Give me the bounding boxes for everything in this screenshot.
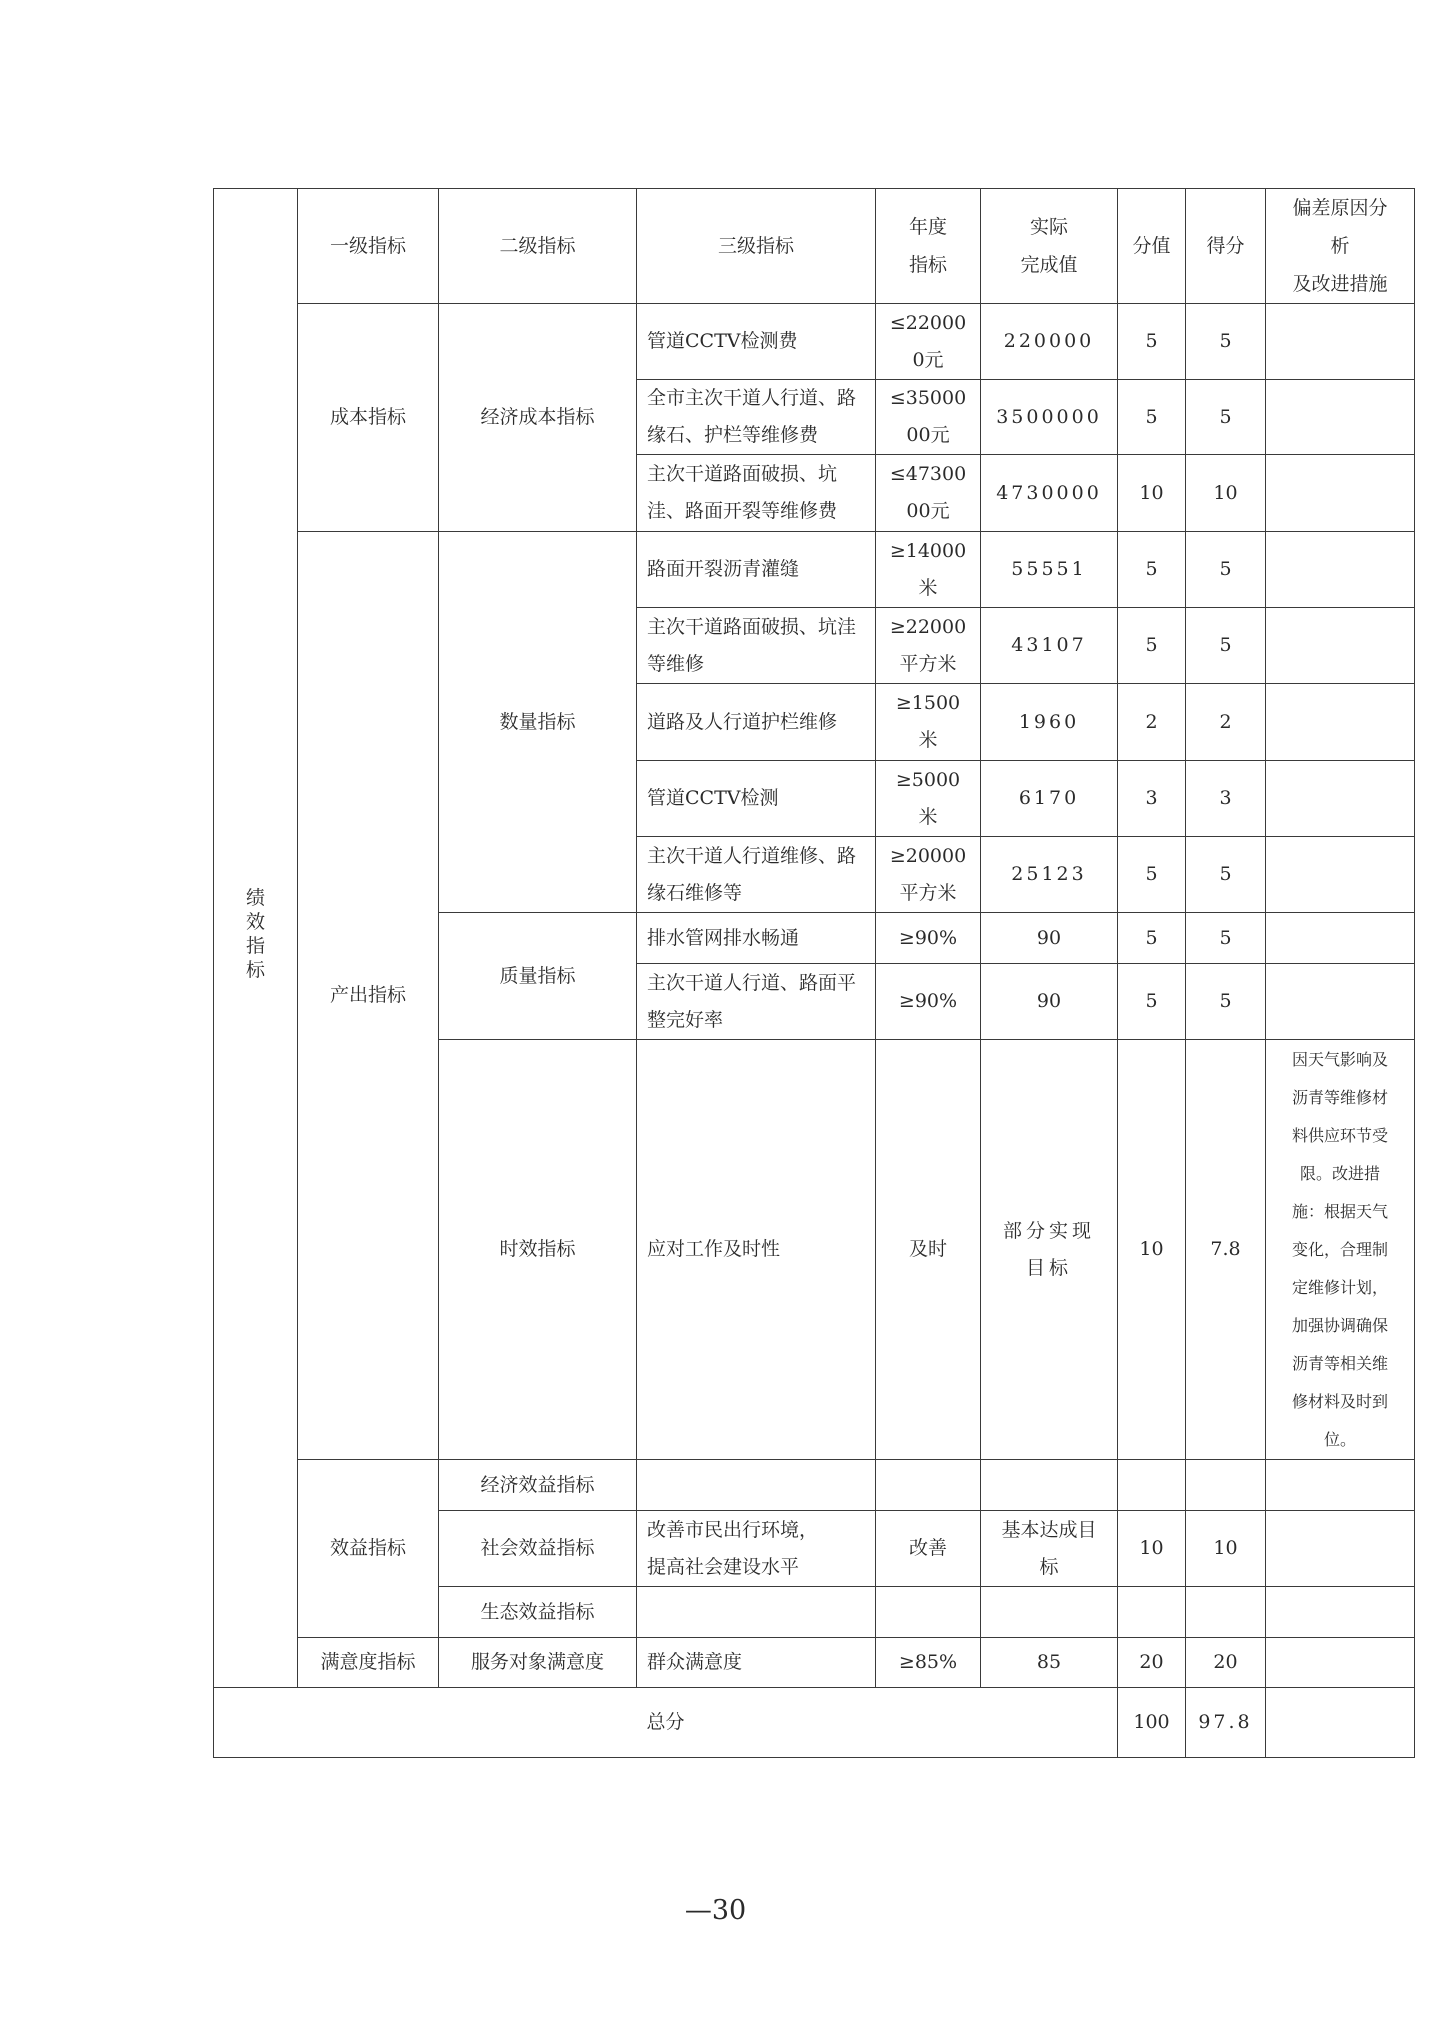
indicator-text: 管道CCTV检测 [647, 787, 779, 809]
indicator-cell [637, 1511, 876, 1587]
got-cell [1186, 1460, 1266, 1511]
got-cell: 10 [1186, 455, 1266, 532]
note-cell [1266, 913, 1415, 964]
actual-cell: 85 [981, 1638, 1118, 1688]
actual-cell: 3500000 [981, 380, 1118, 455]
indicator-cell [637, 1460, 876, 1511]
total-note [1266, 1688, 1415, 1758]
score-cell: 3 [1118, 761, 1186, 837]
total-row [214, 1688, 1415, 1758]
indicator-text: 主次干道路面破损、坑洼 等维修 [647, 615, 857, 675]
indicator-cell [637, 532, 876, 608]
group-satisfaction: 满意度指标 [298, 1638, 439, 1688]
target-cell [876, 532, 981, 608]
note-cell [1266, 1587, 1415, 1638]
note-cell [1266, 837, 1415, 913]
target-cell [876, 761, 981, 837]
note-cell [1266, 608, 1415, 684]
subgroup-quality: 质量指标 [439, 913, 637, 1040]
score-cell: 10 [1118, 1511, 1186, 1587]
indicator-text: 排水管网排水畅通 [647, 926, 800, 949]
indicator-cell [637, 837, 876, 913]
header-actual-value [981, 189, 1118, 304]
actual-cell [981, 1511, 1118, 1587]
target-cell [876, 964, 981, 1040]
header-annual-target [876, 189, 981, 304]
actual-cell [981, 1040, 1118, 1460]
indicator-text: 主次干道人行道、路面平 整完好率 [647, 971, 857, 1031]
target-cell [876, 608, 981, 684]
score-cell: 5 [1118, 913, 1186, 964]
indicator-cell [637, 964, 876, 1040]
indicator-cell [637, 1040, 876, 1460]
note-cell [1266, 455, 1415, 532]
note-cell [1266, 684, 1415, 761]
side-label-cell [214, 189, 298, 1688]
actual-cell: 90 [981, 964, 1118, 1040]
target-cell [876, 837, 981, 913]
target-text: ≥90% [898, 990, 958, 1012]
target-text: ≥20000 平方米 [889, 844, 967, 904]
actual-text: 基本达成目 标 [1001, 1518, 1097, 1578]
note-cell [1266, 380, 1415, 455]
header-got: 得分 [1186, 189, 1266, 304]
score-cell: 2 [1118, 684, 1186, 761]
got-cell: 5 [1186, 964, 1266, 1040]
indicator-cell [637, 304, 876, 380]
indicator-cell [637, 761, 876, 837]
actual-cell: 1960 [981, 684, 1118, 761]
header-level3: 三级指标 [637, 189, 876, 304]
indicator-text: 全市主次干道人行道、路 缘石、护栏等维修费 [647, 387, 857, 446]
note-cell [1266, 761, 1415, 837]
header-score: 分值 [1118, 189, 1186, 304]
target-cell [876, 304, 981, 380]
score-cell: 5 [1118, 304, 1186, 380]
target-cell [876, 684, 981, 761]
group-cost: 成本指标 [298, 304, 439, 532]
actual-cell: 90 [981, 913, 1118, 964]
indicator-cell [637, 608, 876, 684]
actual-text: 部分实现 目标 [1002, 1219, 1095, 1279]
target-text: ≤22000 0元 [889, 311, 967, 371]
total-label: 总分 [214, 1688, 1118, 1758]
actual-cell [981, 1587, 1118, 1638]
note-cell [1266, 1040, 1415, 1460]
indicator-text: 主次干道人行道维修、路 缘石维修等 [647, 844, 857, 904]
actual-cell: 220000 [981, 304, 1118, 380]
table-row [214, 1460, 1415, 1511]
score-cell: 10 [1118, 1040, 1186, 1460]
got-cell: 10 [1186, 1511, 1266, 1587]
score-cell: 5 [1118, 380, 1186, 455]
total-got: 97.8 [1186, 1688, 1266, 1758]
score-cell [1118, 1460, 1186, 1511]
actual-cell [981, 1460, 1118, 1511]
got-cell [1186, 1587, 1266, 1638]
got-cell: 5 [1186, 837, 1266, 913]
got-cell: 7.8 [1186, 1040, 1266, 1460]
header-deviation-text: 偏差原因分 析 及改进措施 [1292, 197, 1388, 295]
target-cell: 改善 [876, 1511, 981, 1587]
note-cell [1266, 304, 1415, 380]
subgroup-quantity: 数量指标 [439, 532, 637, 913]
header-deviation [1266, 189, 1415, 304]
score-cell: 5 [1118, 608, 1186, 684]
total-score: 100 [1118, 1688, 1186, 1758]
target-text: ≤47300 00元 [889, 463, 967, 522]
indicator-text: 管道CCTV检测费 [647, 330, 798, 352]
indicator-text: 应对工作及时性 [647, 1238, 781, 1260]
target-cell [876, 380, 981, 455]
got-cell: 5 [1186, 913, 1266, 964]
header-level2: 二级指标 [439, 189, 637, 304]
indicator-text: 改善市民出行环境， 提高社会建设水平 [647, 1518, 819, 1578]
target-cell [876, 913, 981, 964]
target-text: ≥1500 米 [895, 692, 961, 751]
side-label: 绩效指标 [245, 887, 265, 981]
score-cell: 20 [1118, 1638, 1186, 1688]
header-level1: 一级指标 [298, 189, 439, 304]
performance-indicator-table [213, 188, 1415, 1758]
table-row [214, 532, 1415, 608]
target-cell [876, 1587, 981, 1638]
subgroup-economic-benefit: 经济效益指标 [439, 1460, 637, 1511]
target-cell: ≥85% [876, 1638, 981, 1688]
page-number: —30 [684, 1895, 747, 1926]
deviation-note: 因天气影响及 沥青等维修材 料供应环节受 限。改进措 施：根据天气 变化，合理制 定维修计划， 加强协调确保 沥青等相关维 修材料及时到 位。 [1291, 1049, 1388, 1449]
actual-cell: 55551 [981, 532, 1118, 608]
indicator-cell [637, 380, 876, 455]
indicator-cell [637, 684, 876, 761]
score-cell [1118, 1587, 1186, 1638]
subgroup-timeliness: 时效指标 [439, 1040, 637, 1460]
target-text: 及时 [908, 1238, 947, 1260]
target-text: ≥90% [898, 926, 958, 949]
table-header-row [214, 189, 1415, 304]
actual-cell: 43107 [981, 608, 1118, 684]
indicator-cell [637, 913, 876, 964]
note-cell [1266, 964, 1415, 1040]
note-cell [1266, 1460, 1415, 1511]
indicator-text: 道路及人行道护栏维修 [647, 710, 838, 733]
subgroup-service-satisfaction: 服务对象满意度 [439, 1638, 637, 1688]
actual-cell: 4730000 [981, 455, 1118, 532]
indicator-text: 路面开裂沥青灌缝 [647, 558, 800, 580]
note-cell [1266, 1511, 1415, 1587]
group-benefit: 效益指标 [298, 1460, 439, 1638]
header-actual-value-text: 实际 完成值 [1020, 216, 1078, 276]
got-cell: 5 [1186, 532, 1266, 608]
score-cell: 5 [1118, 964, 1186, 1040]
header-annual-target-text: 年度 指标 [908, 216, 947, 276]
indicator-text: 主次干道路面破损、坑 洼、路面开裂等维修费 [647, 463, 838, 522]
score-cell: 5 [1118, 837, 1186, 913]
actual-cell: 6170 [981, 761, 1118, 837]
target-text: ≥22000 平方米 [889, 615, 967, 675]
target-text: ≥14000 米 [889, 539, 967, 599]
got-cell: 20 [1186, 1638, 1266, 1688]
score-cell: 5 [1118, 532, 1186, 608]
subgroup-social-benefit: 社会效益指标 [439, 1511, 637, 1587]
got-cell: 5 [1186, 304, 1266, 380]
got-cell: 5 [1186, 608, 1266, 684]
indicator-cell: 群众满意度 [637, 1638, 876, 1688]
indicator-cell [637, 455, 876, 532]
got-cell: 5 [1186, 380, 1266, 455]
got-cell: 2 [1186, 684, 1266, 761]
indicator-cell [637, 1587, 876, 1638]
note-cell [1266, 1638, 1415, 1688]
note-cell [1266, 532, 1415, 608]
target-cell [876, 1040, 981, 1460]
table-row [214, 1638, 1415, 1688]
target-text: ≤35000 00元 [889, 387, 967, 446]
target-cell [876, 1460, 981, 1511]
score-cell: 10 [1118, 455, 1186, 532]
actual-cell: 25123 [981, 837, 1118, 913]
got-cell: 3 [1186, 761, 1266, 837]
subgroup-economic-cost: 经济成本指标 [439, 304, 637, 532]
table-row [214, 304, 1415, 380]
target-text: ≥5000 米 [895, 768, 961, 828]
target-cell [876, 455, 981, 532]
subgroup-ecological-benefit: 生态效益指标 [439, 1587, 637, 1638]
group-output: 产出指标 [298, 532, 439, 1460]
